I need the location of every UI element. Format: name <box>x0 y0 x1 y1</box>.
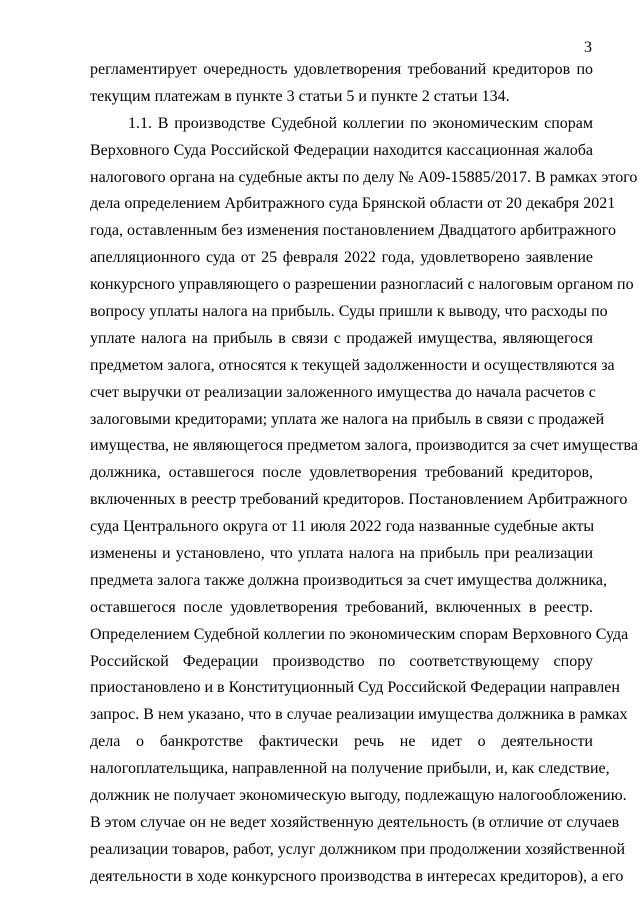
text-line: года, оставленным без изменения постановлением Двадцатого арбитражного <box>90 222 617 240</box>
text-line: налогового органа на судебные акты по делу № А09-15885/2017. В рамках этого <box>90 168 638 186</box>
text-line: регламентирует очередность удовлетворения требований кредиторов по <box>90 61 593 78</box>
text-line: должника, оставшегося после удовлетворения требований кредиторов, <box>90 464 593 482</box>
text-line: Верховного Суда Российской Федерации находится кассационная жалоба <box>90 141 593 159</box>
page-number: 3 <box>584 39 592 56</box>
text-line: оставшегося после удовлетворения требований, включенных в реестр. <box>90 598 593 616</box>
text-line: конкурсного управляющего о разрешении разногласий с налоговым органом по <box>90 276 634 294</box>
text-line: текущим платежам в пункте 3 статьи 5 и пункте 2 статьи 134. <box>90 87 510 105</box>
text-line: включенных в реестр требований кредиторов. Постановлением Арбитражного <box>90 491 628 509</box>
text-line: дела определением Арбитражного суда Брянской области от 20 декабря 2021 <box>90 195 616 213</box>
text-line: налогоплательщика, направленной на получение прибыли, и, как следствие, <box>90 760 610 778</box>
text-line: реализации товаров, работ, услуг должником при продолжении хозяйственной <box>90 840 626 858</box>
text-line: Определением Судебной коллегии по экономическим спорам Верховного Суда <box>90 625 629 643</box>
text-line: предметом залога, относятся к текущей задолженности и осуществляются за <box>90 356 615 374</box>
text-line: предмета залога также должна производиться за счет имущества должника, <box>90 571 607 589</box>
text-line: имущества, не являющегося предметом залога, производится за счет имущества <box>90 437 638 455</box>
text-line: запрос. В нем указано, что в случае реализации имущества должника в рамках <box>90 706 628 724</box>
text-line: изменены и установлено, что уплата налога на прибыль при реализации <box>90 545 593 563</box>
text-line: суда Центрального округа от 11 июля 2022 года названные судебные акты <box>90 518 595 536</box>
document-body <box>90 57 638 891</box>
text-line: апелляционного суда от 25 февраля 2022 года, удовлетворено заявление <box>90 249 593 267</box>
text-line: вопросу уплаты налога на прибыль. Суды пришли к выводу, что расходы по <box>90 303 608 321</box>
text-line: уплате налога на прибыль в связи с продажей имущества, являющегося <box>90 329 593 347</box>
paragraph-start-line: 1.1. В производстве Судебной коллегии по экономическим спорам <box>128 114 593 132</box>
text-line: деятельности в ходе конкурсного производства в интересах кредиторов), а его <box>90 867 624 885</box>
text-line: дела о банкротстве фактически речь не идет о деятельности <box>90 733 593 751</box>
text-line: Российской Федерации производство по соответствующему спору <box>90 652 593 670</box>
text-line: приостановлено и в Конституционный Суд Российской Федерации направлен <box>90 679 620 697</box>
text-line: должник не получает экономическую выгоду, подлежащую налогообложению. <box>90 787 627 805</box>
text-line: счет выручки от реализации заложенного имущества до начала расчетов с <box>90 383 596 401</box>
text-line: В этом случае он не ведет хозяйственную деятельность (в отличие от случаев <box>90 813 620 831</box>
text-line: залоговыми кредиторами; уплата же налога на прибыль в связи с продажей <box>90 410 605 428</box>
